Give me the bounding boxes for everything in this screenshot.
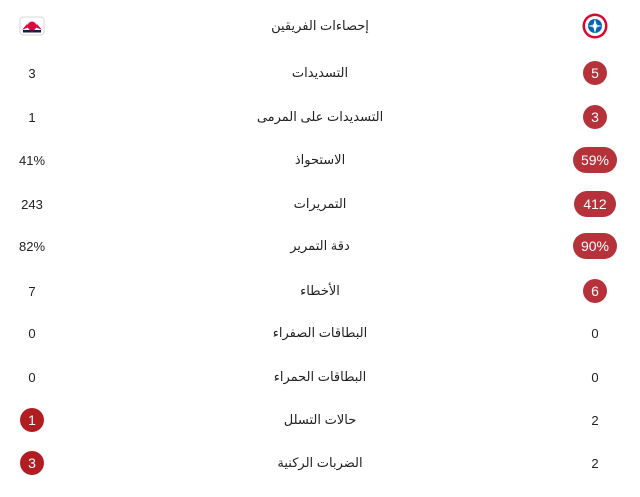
- stat-row-yellow-cards: [0, 313, 640, 353]
- away-possession-value: 41%: [18, 152, 46, 168]
- home-value-cell: [550, 226, 640, 266]
- away-shots-on-target-value: 1: [28, 109, 36, 125]
- stat-label-fouls: الأخطاء: [300, 283, 340, 298]
- stat-label-passes: التمريرات: [293, 196, 347, 211]
- stat-row-shots-on-target: [0, 97, 640, 137]
- home-value-cell: [550, 271, 640, 311]
- away-corners-value: 3: [20, 451, 44, 475]
- fc-bayern-munchen-crest-icon: [582, 13, 608, 39]
- home-value-cell: [550, 313, 640, 353]
- away-pass-accuracy-value: 82%: [18, 238, 46, 254]
- stat-label-possession: الاستحواذ: [294, 152, 346, 167]
- away-value-cell: [0, 184, 64, 224]
- away-offsides-value: 1: [20, 408, 44, 432]
- stat-row-offsides: [0, 400, 640, 440]
- away-team-logo: [0, 6, 64, 46]
- stat-row-passes: [0, 184, 640, 224]
- home-team-logo: [550, 6, 640, 46]
- home-value-cell: [550, 184, 640, 224]
- away-shots-value: 3: [28, 65, 36, 81]
- home-value-cell: [550, 357, 640, 397]
- home-corners-value: 2: [591, 455, 599, 471]
- away-yellow-cards-value: 0: [28, 325, 36, 341]
- away-value-cell: [0, 271, 64, 311]
- away-value-cell: [0, 313, 64, 353]
- home-value-cell: [550, 443, 640, 483]
- stat-label-offsides: حالات التسلل: [283, 412, 357, 427]
- stat-row-corners: [0, 443, 640, 483]
- home-value-cell: [550, 53, 640, 93]
- stats-title: إحصاءات الفريقين: [271, 18, 369, 33]
- home-fouls-value: 6: [583, 279, 607, 303]
- away-passes-value: 243: [21, 196, 43, 212]
- home-possession-value: 59%: [573, 147, 617, 173]
- stat-row-possession: [0, 140, 640, 180]
- stat-label-shots-on-target: التسديدات على المرمى: [256, 109, 384, 124]
- home-value-cell: [550, 140, 640, 180]
- home-shots-value: 5: [583, 61, 607, 85]
- away-value-cell: [0, 400, 64, 440]
- stat-row-fouls: [0, 271, 640, 311]
- stat-row-red-cards: [0, 357, 640, 397]
- home-pass-accuracy-value: 90%: [573, 233, 617, 259]
- home-shots-on-target-value: 3: [583, 105, 607, 129]
- home-offsides-value: 2: [591, 412, 599, 428]
- rb-leipzig-crest-icon: [19, 13, 45, 39]
- away-value-cell: [0, 357, 64, 397]
- away-value-cell: [0, 443, 64, 483]
- stat-label-shots: التسديدات: [291, 65, 349, 80]
- stats-header-row: [0, 6, 640, 46]
- away-red-cards-value: 0: [28, 369, 36, 385]
- away-value-cell: [0, 53, 64, 93]
- home-yellow-cards-value: 0: [591, 325, 599, 341]
- stat-label-red-cards: البطاقات الحمراء: [273, 369, 367, 384]
- home-red-cards-value: 0: [591, 369, 599, 385]
- stat-row-shots: [0, 53, 640, 93]
- stat-row-pass-accuracy: [0, 226, 640, 266]
- home-value-cell: [550, 400, 640, 440]
- home-value-cell: [550, 97, 640, 137]
- away-value-cell: [0, 97, 64, 137]
- home-passes-value: 412: [574, 191, 616, 217]
- stat-label-yellow-cards: البطاقات الصفراء: [272, 325, 368, 340]
- away-value-cell: [0, 140, 64, 180]
- away-value-cell: [0, 226, 64, 266]
- stat-label-pass-accuracy: دقة التمرير: [290, 238, 350, 253]
- stat-label-corners: الضربات الركنية: [277, 455, 363, 470]
- away-fouls-value: 7: [28, 283, 36, 299]
